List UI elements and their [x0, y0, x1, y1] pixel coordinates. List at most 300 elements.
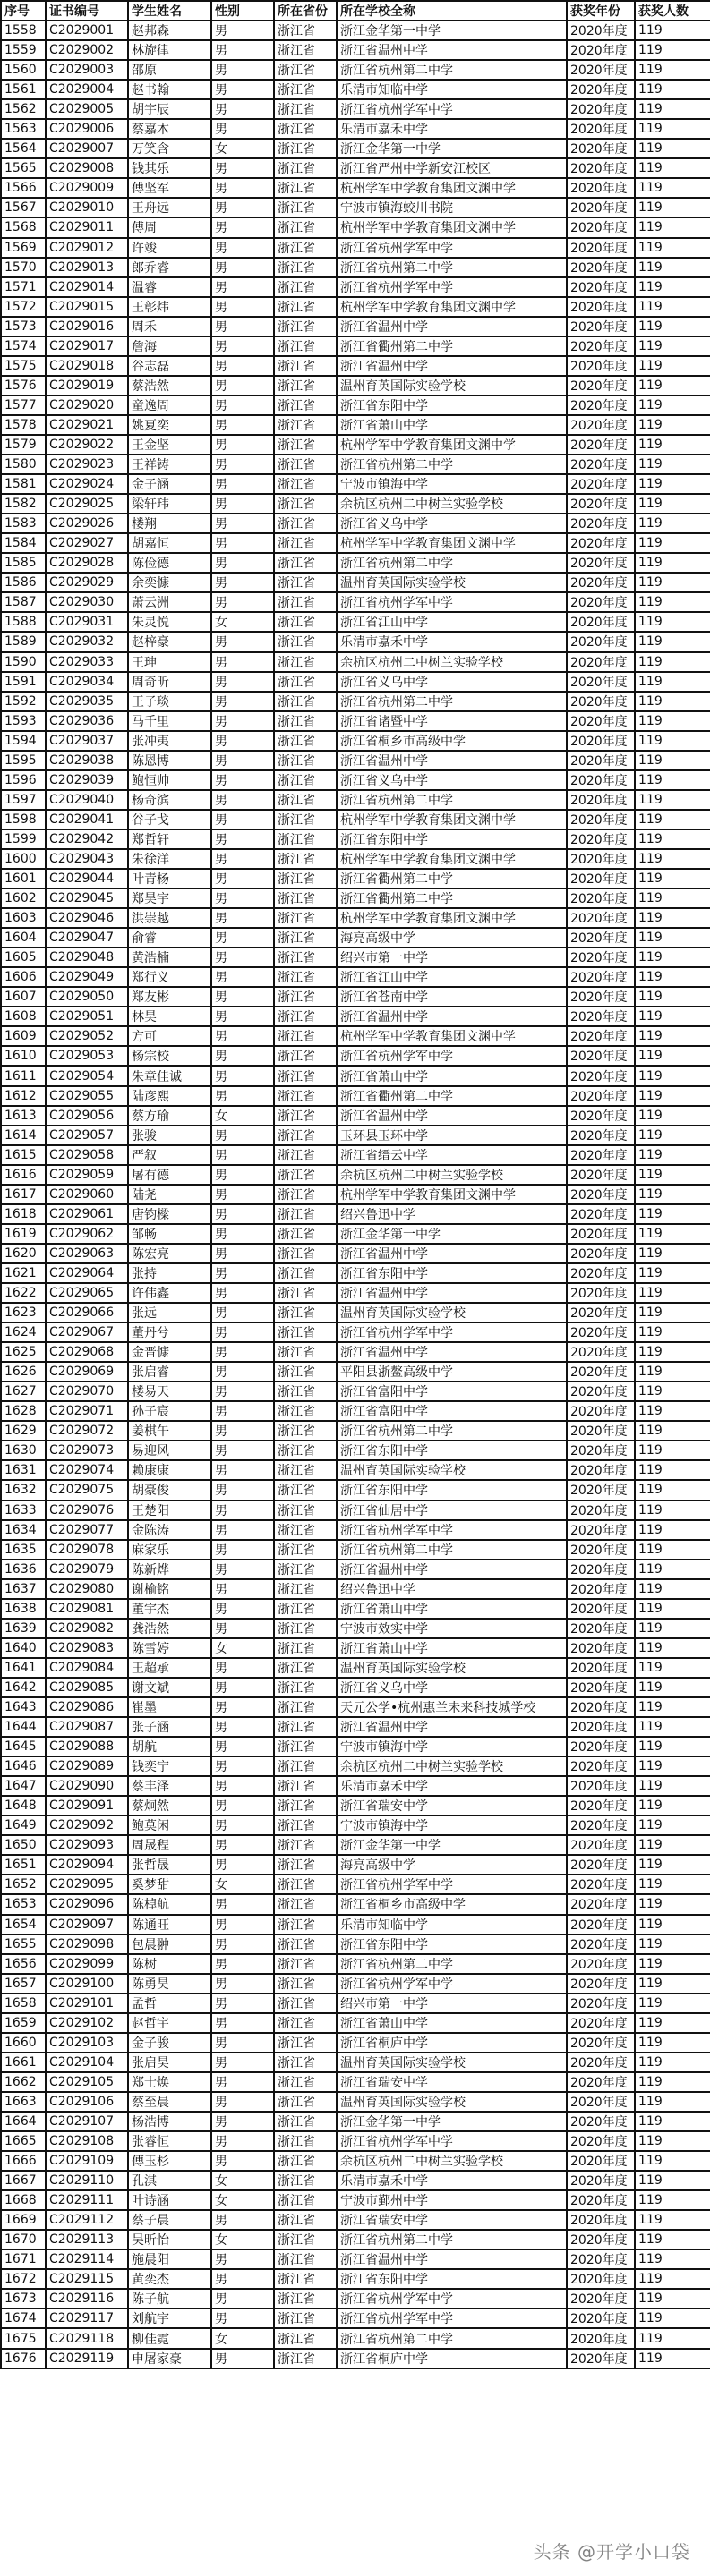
- cell-gender: 男: [211, 1401, 274, 1421]
- cell-index: 1650: [1, 1835, 46, 1855]
- cell-province: 浙江省: [274, 987, 337, 1007]
- table-row: [1, 1106, 710, 1126]
- cell-province: 浙江省: [274, 1875, 337, 1894]
- cell-count: 119: [635, 21, 710, 40]
- cell-student-name: 陈子航: [128, 2289, 211, 2308]
- table-row: [1, 2092, 710, 2112]
- cell-school: 浙江省缙云中学: [337, 1145, 567, 1165]
- cell-school: 杭州学军中学教育集团文渊中学: [337, 908, 567, 928]
- cell-gender: 男: [211, 1776, 274, 1796]
- cell-student-name: 施晨阳: [128, 2249, 211, 2269]
- cell-province: 浙江省: [274, 2308, 337, 2328]
- cell-province: 浙江省: [274, 731, 337, 751]
- cell-province: 浙江省: [274, 1697, 337, 1717]
- cell-school: 杭州学军中学教育集团文渊中学: [337, 297, 567, 317]
- cell-student-name: 赵邦森: [128, 21, 211, 40]
- cell-province: 浙江省: [274, 1244, 337, 1263]
- cell-student-name: 金子涵: [128, 474, 211, 494]
- table-row: [1, 1934, 710, 1954]
- table-row: [1, 2249, 710, 2269]
- cell-index: 1614: [1, 1126, 46, 1145]
- cell-province: 浙江省: [274, 99, 337, 119]
- cell-cert-id: C2029106: [46, 2092, 128, 2112]
- cell-cert-id: C2029026: [46, 514, 128, 533]
- cell-student-name: 陈俭德: [128, 553, 211, 573]
- cell-cert-id: C2029037: [46, 731, 128, 751]
- cell-province: 浙江省: [274, 1579, 337, 1599]
- cell-index: 1591: [1, 672, 46, 692]
- cell-gender: 男: [211, 277, 274, 297]
- cell-province: 浙江省: [274, 1520, 337, 1540]
- cell-year: 2020年度: [567, 258, 635, 277]
- cell-cert-id: C2029035: [46, 692, 128, 711]
- table-row: [1, 1244, 710, 1263]
- cell-school: 浙江省瑞安中学: [337, 2210, 567, 2230]
- cell-province: 浙江省: [274, 533, 337, 553]
- cell-school: 浙江省东阳中学: [337, 1934, 567, 1954]
- cell-student-name: 胡豪俊: [128, 1480, 211, 1500]
- cell-student-name: 谷子戈: [128, 810, 211, 829]
- cell-gender: 男: [211, 573, 274, 592]
- cell-year: 2020年度: [567, 217, 635, 237]
- cell-school: 乐清市嘉禾中学: [337, 1776, 567, 1796]
- cell-count: 119: [635, 1126, 710, 1145]
- cell-count: 119: [635, 395, 710, 415]
- cell-count: 119: [635, 2328, 710, 2348]
- cell-year: 2020年度: [567, 1086, 635, 1106]
- cell-province: 浙江省: [274, 1737, 337, 1756]
- cell-year: 2020年度: [567, 1421, 635, 1441]
- cell-year: 2020年度: [567, 1342, 635, 1362]
- cell-school: 乐清市知临中学: [337, 80, 567, 99]
- cell-province: 浙江省: [274, 1026, 337, 1046]
- cell-index: 1629: [1, 1421, 46, 1441]
- cell-index: 1562: [1, 99, 46, 119]
- cell-count: 119: [635, 1540, 710, 1560]
- table-row: [1, 395, 710, 415]
- cell-student-name: 谢榆铭: [128, 1579, 211, 1599]
- cell-index: 1667: [1, 2171, 46, 2190]
- cell-gender: 女: [211, 2190, 274, 2210]
- cell-year: 2020年度: [567, 731, 635, 751]
- cell-cert-id: C2029081: [46, 1599, 128, 1619]
- cell-gender: 男: [211, 652, 274, 672]
- cell-count: 119: [635, 1934, 710, 1954]
- cell-student-name: 周晟程: [128, 1835, 211, 1855]
- cell-cert-id: C2029071: [46, 1401, 128, 1421]
- cell-count: 119: [635, 810, 710, 829]
- cell-gender: 男: [211, 711, 274, 731]
- cell-cert-id: C2029053: [46, 1046, 128, 1066]
- cell-cert-id: C2029010: [46, 198, 128, 217]
- cell-school: 浙江省温州中学: [337, 1717, 567, 1737]
- table-row: [1, 99, 710, 119]
- cell-year: 2020年度: [567, 810, 635, 829]
- cell-student-name: 易迎风: [128, 1441, 211, 1460]
- cell-count: 119: [635, 178, 710, 198]
- cell-student-name: 鲍莫闲: [128, 1815, 211, 1835]
- cell-student-name: 蔡浩然: [128, 376, 211, 395]
- cell-province: 浙江省: [274, 810, 337, 829]
- cell-index: 1651: [1, 1855, 46, 1875]
- cell-count: 119: [635, 1303, 710, 1322]
- cell-gender: 男: [211, 869, 274, 888]
- cell-gender: 男: [211, 494, 274, 514]
- cell-student-name: 陈棹航: [128, 1894, 211, 1914]
- cell-count: 119: [635, 297, 710, 317]
- cell-year: 2020年度: [567, 1026, 635, 1046]
- cell-gender: 男: [211, 1855, 274, 1875]
- table-row: [1, 888, 710, 908]
- cell-school: 海亮高级中学: [337, 1855, 567, 1875]
- cell-cert-id: C2029020: [46, 395, 128, 415]
- cell-index: 1607: [1, 987, 46, 1007]
- cell-count: 119: [635, 1915, 710, 1934]
- cell-cert-id: C2029076: [46, 1501, 128, 1520]
- cell-province: 浙江省: [274, 1835, 337, 1855]
- cell-school: 宁波市镇海中学: [337, 1737, 567, 1756]
- cell-cert-id: C2029008: [46, 158, 128, 178]
- cell-count: 119: [635, 1697, 710, 1717]
- cell-gender: 男: [211, 60, 274, 80]
- watermark: 头条 @开学小口袋: [533, 2541, 690, 2563]
- cell-school: 浙江省温州中学: [337, 1244, 567, 1263]
- cell-index: 1585: [1, 553, 46, 573]
- cell-year: 2020年度: [567, 1954, 635, 1974]
- cell-school: 余杭区杭州二中树兰实验学校: [337, 2151, 567, 2171]
- cell-cert-id: C2029083: [46, 1638, 128, 1658]
- cell-gender: 男: [211, 178, 274, 198]
- cell-count: 119: [635, 652, 710, 672]
- table-row: [1, 277, 710, 297]
- cell-count: 119: [635, 1638, 710, 1658]
- cell-year: 2020年度: [567, 1126, 635, 1145]
- table-row: [1, 1520, 710, 1540]
- cell-school: 浙江金华第一中学: [337, 2112, 567, 2131]
- cell-student-name: 谢文斌: [128, 1678, 211, 1697]
- cell-school: 浙江省杭州学军中学: [337, 1322, 567, 1342]
- cell-cert-id: C2029061: [46, 1204, 128, 1224]
- cell-count: 119: [635, 1835, 710, 1855]
- cell-count: 119: [635, 2072, 710, 2092]
- cell-index: 1652: [1, 1875, 46, 1894]
- cell-index: 1659: [1, 2013, 46, 2033]
- cell-index: 1640: [1, 1638, 46, 1658]
- cell-cert-id: C2029013: [46, 258, 128, 277]
- table-row: [1, 1421, 710, 1441]
- cell-student-name: 张启睿: [128, 1362, 211, 1382]
- cell-school: 浙江省义乌中学: [337, 770, 567, 790]
- cell-school: 杭州学军中学教育集团文渊中学: [337, 1185, 567, 1204]
- col-header-school: 所在学校全称: [337, 1, 567, 21]
- cell-year: 2020年度: [567, 1165, 635, 1185]
- cell-student-name: 朱徐洋: [128, 849, 211, 869]
- cell-count: 119: [635, 1796, 710, 1815]
- cell-province: 浙江省: [274, 80, 337, 99]
- cell-count: 119: [635, 553, 710, 573]
- cell-student-name: 黄浩楠: [128, 948, 211, 967]
- cell-school: 浙江省仙居中学: [337, 1501, 567, 1520]
- cell-cert-id: C2029017: [46, 336, 128, 356]
- cell-school: 乐清市知临中学: [337, 1915, 567, 1934]
- cell-index: 1608: [1, 1007, 46, 1026]
- cell-year: 2020年度: [567, 317, 635, 336]
- cell-index: 1586: [1, 573, 46, 592]
- cell-year: 2020年度: [567, 533, 635, 553]
- cell-count: 119: [635, 869, 710, 888]
- cell-count: 119: [635, 2349, 710, 2368]
- cell-count: 119: [635, 1046, 710, 1066]
- cell-year: 2020年度: [567, 40, 635, 60]
- cell-gender: 男: [211, 1086, 274, 1106]
- cell-school: 海亮高级中学: [337, 928, 567, 948]
- cell-year: 2020年度: [567, 1283, 635, 1303]
- cell-year: 2020年度: [567, 99, 635, 119]
- cell-count: 119: [635, 1658, 710, 1678]
- cell-year: 2020年度: [567, 2328, 635, 2348]
- cell-school: 浙江省温州中学: [337, 1560, 567, 1579]
- cell-student-name: 郎乔睿: [128, 258, 211, 277]
- cell-student-name: 陆尧: [128, 1185, 211, 1204]
- cell-province: 浙江省: [274, 494, 337, 514]
- cell-province: 浙江省: [274, 1540, 337, 1560]
- cell-student-name: 胡航: [128, 1737, 211, 1756]
- cell-count: 119: [635, 2249, 710, 2269]
- cell-count: 119: [635, 158, 710, 178]
- cell-cert-id: C2029062: [46, 1224, 128, 1244]
- cell-cert-id: C2029040: [46, 790, 128, 810]
- table-row: [1, 1460, 710, 1480]
- cell-index: 1642: [1, 1678, 46, 1697]
- cell-cert-id: C2029059: [46, 1165, 128, 1185]
- cell-gender: 男: [211, 2131, 274, 2151]
- cell-gender: 男: [211, 158, 274, 178]
- cell-cert-id: C2029082: [46, 1619, 128, 1638]
- cell-count: 119: [635, 2013, 710, 2033]
- table-row: [1, 1026, 710, 1046]
- cell-school: 杭州学军中学教育集团文渊中学: [337, 810, 567, 829]
- cell-count: 119: [635, 1560, 710, 1579]
- cell-student-name: 胡嘉恒: [128, 533, 211, 553]
- cell-cert-id: C2029023: [46, 455, 128, 474]
- cell-count: 119: [635, 1501, 710, 1520]
- cell-province: 浙江省: [274, 1283, 337, 1303]
- cell-cert-id: C2029073: [46, 1441, 128, 1460]
- cell-year: 2020年度: [567, 2151, 635, 2171]
- cell-year: 2020年度: [567, 238, 635, 258]
- cell-count: 119: [635, 1362, 710, 1382]
- table-row: [1, 1697, 710, 1717]
- table-row: [1, 1322, 710, 1342]
- cell-year: 2020年度: [567, 435, 635, 455]
- cell-province: 浙江省: [274, 60, 337, 80]
- cell-student-name: 陆彦熙: [128, 1086, 211, 1106]
- cell-gender: 男: [211, 829, 274, 849]
- table-row: [1, 2072, 710, 2092]
- cell-province: 浙江省: [274, 849, 337, 869]
- table-row: [1, 1717, 710, 1737]
- cell-count: 119: [635, 751, 710, 770]
- table-row: [1, 987, 710, 1007]
- cell-index: 1564: [1, 139, 46, 158]
- cell-student-name: 赖康康: [128, 1460, 211, 1480]
- table-row: [1, 1796, 710, 1815]
- cell-cert-id: C2029038: [46, 751, 128, 770]
- cell-count: 119: [635, 908, 710, 928]
- cell-cert-id: C2029099: [46, 1954, 128, 1974]
- cell-cert-id: C2029114: [46, 2249, 128, 2269]
- cell-count: 119: [635, 356, 710, 376]
- cell-province: 浙江省: [274, 2328, 337, 2348]
- cell-year: 2020年度: [567, 1441, 635, 1460]
- table-row: [1, 1007, 710, 1026]
- cell-gender: 男: [211, 1954, 274, 1974]
- cell-school: 浙江省温州中学: [337, 1283, 567, 1303]
- cell-student-name: 姜棋午: [128, 1421, 211, 1441]
- cell-student-name: 陈雪婷: [128, 1638, 211, 1658]
- cell-school: 浙江省诸暨中学: [337, 711, 567, 731]
- table-row: [1, 1263, 710, 1283]
- table-row: [1, 1224, 710, 1244]
- cell-gender: 男: [211, 1815, 274, 1835]
- cell-year: 2020年度: [567, 1835, 635, 1855]
- cell-count: 119: [635, 1382, 710, 1401]
- cell-school: 余杭区杭州二中树兰实验学校: [337, 1165, 567, 1185]
- cell-cert-id: C2029098: [46, 1934, 128, 1954]
- cell-year: 2020年度: [567, 198, 635, 217]
- cell-count: 119: [635, 1480, 710, 1500]
- cell-student-name: 陈宏亮: [128, 1244, 211, 1263]
- cell-student-name: 黄奕杰: [128, 2269, 211, 2289]
- header-row: [1, 1, 710, 21]
- cell-student-name: 童逸周: [128, 395, 211, 415]
- cell-count: 119: [635, 2092, 710, 2112]
- cell-cert-id: C2029101: [46, 1994, 128, 2013]
- table-row: [1, 1678, 710, 1697]
- cell-school: 浙江省桐乡市高级中学: [337, 731, 567, 751]
- cell-province: 浙江省: [274, 1717, 337, 1737]
- cell-gender: 男: [211, 1204, 274, 1224]
- cell-gender: 男: [211, 376, 274, 395]
- cell-gender: 男: [211, 1303, 274, 1322]
- cell-gender: 男: [211, 810, 274, 829]
- table-row: [1, 770, 710, 790]
- table-row: [1, 692, 710, 711]
- cell-index: 1606: [1, 967, 46, 987]
- cell-year: 2020年度: [567, 2190, 635, 2210]
- cell-province: 浙江省: [274, 376, 337, 395]
- cell-cert-id: C2029031: [46, 612, 128, 632]
- cell-cert-id: C2029016: [46, 317, 128, 336]
- cell-student-name: 王珅: [128, 652, 211, 672]
- cell-count: 119: [635, 1066, 710, 1085]
- cell-year: 2020年度: [567, 692, 635, 711]
- cell-year: 2020年度: [567, 2289, 635, 2308]
- table-row: [1, 612, 710, 632]
- cell-index: 1559: [1, 40, 46, 60]
- cell-province: 浙江省: [274, 573, 337, 592]
- cell-province: 浙江省: [274, 1678, 337, 1697]
- table-row: [1, 258, 710, 277]
- cell-index: 1597: [1, 790, 46, 810]
- cell-gender: 男: [211, 40, 274, 60]
- cell-year: 2020年度: [567, 987, 635, 1007]
- cell-province: 浙江省: [274, 1934, 337, 1954]
- cell-year: 2020年度: [567, 1520, 635, 1540]
- cell-province: 浙江省: [274, 336, 337, 356]
- cell-count: 119: [635, 790, 710, 810]
- cell-index: 1633: [1, 1501, 46, 1520]
- cell-index: 1613: [1, 1106, 46, 1126]
- table-body: [1, 21, 710, 2368]
- cell-index: 1658: [1, 1994, 46, 2013]
- cell-student-name: 屠有德: [128, 1165, 211, 1185]
- cell-count: 119: [635, 2112, 710, 2131]
- cell-student-name: 马千里: [128, 711, 211, 731]
- cell-province: 浙江省: [274, 1796, 337, 1815]
- cell-student-name: 朱灵悦: [128, 612, 211, 632]
- cell-year: 2020年度: [567, 139, 635, 158]
- cell-index: 1661: [1, 2053, 46, 2072]
- cell-school: 浙江省东阳中学: [337, 1480, 567, 1500]
- cell-student-name: 傅周: [128, 217, 211, 237]
- cell-cert-id: C2029107: [46, 2112, 128, 2131]
- cell-student-name: 奚梦甜: [128, 1875, 211, 1894]
- cell-province: 浙江省: [274, 1382, 337, 1401]
- cell-cert-id: C2029043: [46, 849, 128, 869]
- cell-student-name: 傅坚军: [128, 178, 211, 198]
- cell-student-name: 郑行义: [128, 967, 211, 987]
- col-header-gender: 性别: [211, 1, 274, 21]
- cell-year: 2020年度: [567, 1756, 635, 1776]
- cell-index: 1621: [1, 1263, 46, 1283]
- cell-gender: 男: [211, 987, 274, 1007]
- table-row: [1, 1204, 710, 1224]
- table-row: [1, 2033, 710, 2053]
- cell-index: 1622: [1, 1283, 46, 1303]
- cell-cert-id: C2029108: [46, 2131, 128, 2151]
- cell-student-name: 赵梓豪: [128, 632, 211, 651]
- cell-student-name: 周奇昕: [128, 672, 211, 692]
- table-row: [1, 60, 710, 80]
- cell-cert-id: C2029039: [46, 770, 128, 790]
- cell-index: 1595: [1, 751, 46, 770]
- cell-count: 119: [635, 1875, 710, 1894]
- cell-province: 浙江省: [274, 1658, 337, 1678]
- table-row: [1, 1974, 710, 1994]
- cell-count: 119: [635, 2289, 710, 2308]
- cell-count: 119: [635, 258, 710, 277]
- table-row: [1, 731, 710, 751]
- cell-school: 余杭区杭州二中树兰实验学校: [337, 652, 567, 672]
- cell-cert-id: C2029085: [46, 1678, 128, 1697]
- cell-school: 乐清市嘉禾中学: [337, 119, 567, 139]
- cell-student-name: 詹海: [128, 336, 211, 356]
- cell-school: 浙江省杭州第二中学: [337, 1421, 567, 1441]
- cell-student-name: 郑昊宇: [128, 888, 211, 908]
- cell-index: 1634: [1, 1520, 46, 1540]
- cell-gender: 男: [211, 1283, 274, 1303]
- cell-gender: 男: [211, 553, 274, 573]
- cell-province: 浙江省: [274, 198, 337, 217]
- cell-student-name: 张睿恒: [128, 2131, 211, 2151]
- cell-year: 2020年度: [567, 514, 635, 533]
- cell-student-name: 刘航宇: [128, 2308, 211, 2328]
- cell-count: 119: [635, 336, 710, 356]
- cell-student-name: 赵哲宇: [128, 2013, 211, 2033]
- cell-student-name: 孟哲: [128, 1994, 211, 2013]
- table-row: [1, 21, 710, 40]
